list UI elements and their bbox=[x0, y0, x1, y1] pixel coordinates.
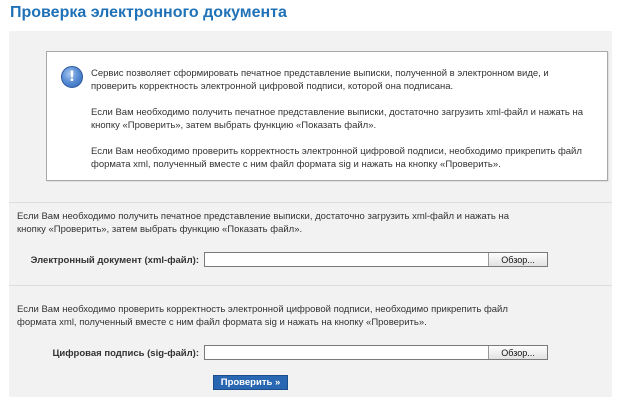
info-circle-icon: ! bbox=[61, 66, 83, 88]
xml-file-path[interactable] bbox=[205, 253, 489, 266]
info-paragraph-3: Если Вам необходимо проверить корректность электронной цифровой подписи, необходимо прикрепить файл формата xml, полученный вместе с ним файл формата sig и нажать на кнопку «Проверить». bbox=[91, 146, 582, 170]
info-paragraph-2: Если Вам необходимо получить печатное представление выписки, достаточно загрузить xml-файл и нажать на кнопку «Проверить», затем выбрать функцию «Показать файл». bbox=[91, 107, 584, 131]
xml-section-description: Если Вам необходимо получить печатное представление выписки, достаточно загрузить xml-файл и нажать на кнопку «Проверить», затем выбрать функцию «Показать файл». bbox=[17, 211, 510, 235]
sig-file-input[interactable] bbox=[204, 345, 548, 360]
xml-field-label: Электронный документ (xml-файл): bbox=[30, 255, 199, 266]
xml-browse-button[interactable]: Обзор... bbox=[489, 253, 547, 266]
sig-section-description: Если Вам необходимо проверить корректность электронной цифровой подписи, необходимо прикрепить файл формата xml, полученный вместе с ним файл формата sig и нажать на кнопку «Проверить». bbox=[17, 304, 508, 328]
divider bbox=[9, 285, 612, 286]
sig-field-label: Цифровая подпись (sig-файл): bbox=[52, 348, 199, 359]
divider bbox=[9, 202, 612, 203]
sig-file-path[interactable] bbox=[205, 346, 489, 359]
verify-button[interactable]: Проверить » bbox=[213, 375, 288, 390]
info-paragraph-1: Сервис позволяет сформировать печатное представление выписки, полученной в электронном виде, и проверить корректность электронной цифровой подписи, которой она подписана. bbox=[91, 68, 549, 92]
info-text bbox=[91, 67, 591, 171]
page-title: Проверка электронного документа bbox=[10, 4, 287, 21]
xml-file-input[interactable] bbox=[204, 252, 548, 267]
info-box bbox=[46, 51, 608, 181]
sig-browse-button[interactable]: Обзор... bbox=[489, 346, 547, 359]
